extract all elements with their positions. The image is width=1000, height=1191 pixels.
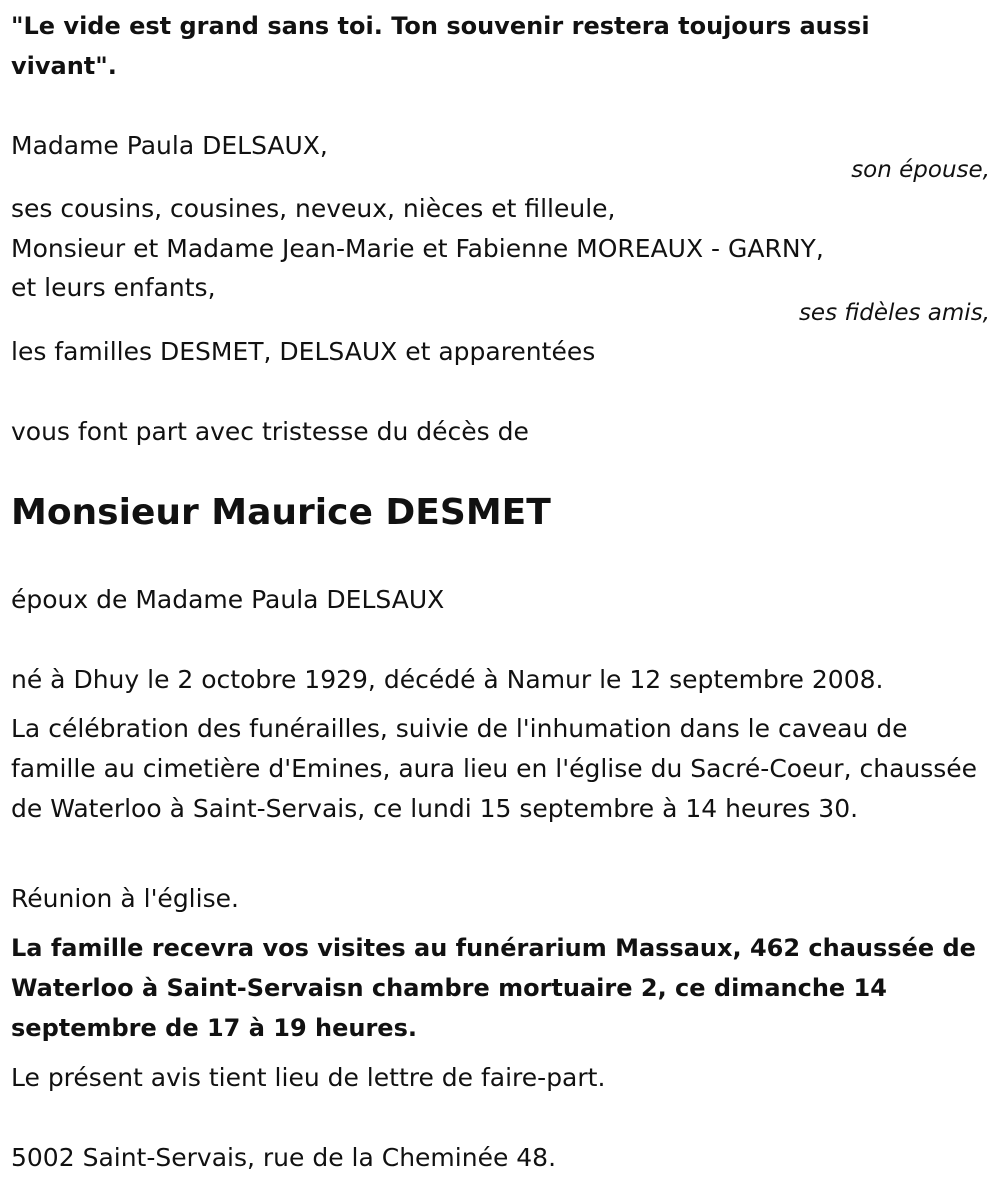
death-notice — [11, 0, 990, 1191]
spouse-name: Madame Paula DELSAUX, — [11, 131, 328, 160]
meeting-line: Réunion à l'église. — [11, 884, 239, 913]
families-line: les familles DESMET, DELSAUX et apparentées — [11, 337, 596, 366]
notice-note: Le présent avis tient lieu de lettre de faire-part. — [11, 1063, 606, 1092]
friends-role: ses fidèles amis, — [798, 300, 990, 326]
relatives-line: ses cousins, cousines, neveux, nièces et filleule, — [11, 194, 616, 223]
ceremony-paragraph: La célébration des funérailles, suivie de l'inhumation dans le caveau de famille au cimetière d'Emines, aura lieu en l'église du Sacré-Coeur, chaussée de Waterloo à Saint-Servais, ce lundi 15 septembre à 14 heures 30. — [11, 714, 978, 823]
deceased-name: Monsieur Maurice DESMET — [11, 492, 551, 533]
memorial-quote: "Le vide est grand sans toi. Ton souvenir restera toujours aussi vivant". — [11, 12, 870, 80]
address-line: 5002 Saint-Servais, rue de la Cheminée 48. — [11, 1143, 557, 1172]
spouse-of-line: époux de Madame Paula DELSAUX — [11, 585, 445, 614]
friends-names: Monsieur et Madame Jean-Marie et Fabienne MOREAUX - GARNY, — [11, 234, 824, 263]
birth-death-line: né à Dhuy le 2 octobre 1929, décédé à Namur le 12 septembre 2008. — [11, 665, 884, 694]
spouse-role: son épouse, — [851, 157, 990, 183]
announcement-line: vous font part avec tristesse du décès de — [11, 417, 529, 446]
visits-paragraph: La famille recevra vos visites au funérarium Massaux, 462 chaussée de Waterloo à Saint-Servaisn chambre mortuaire 2, ce dimanche 14 septembre de 17 à 19 heures. — [11, 934, 976, 1042]
friends-children: et leurs enfants, — [11, 273, 216, 302]
